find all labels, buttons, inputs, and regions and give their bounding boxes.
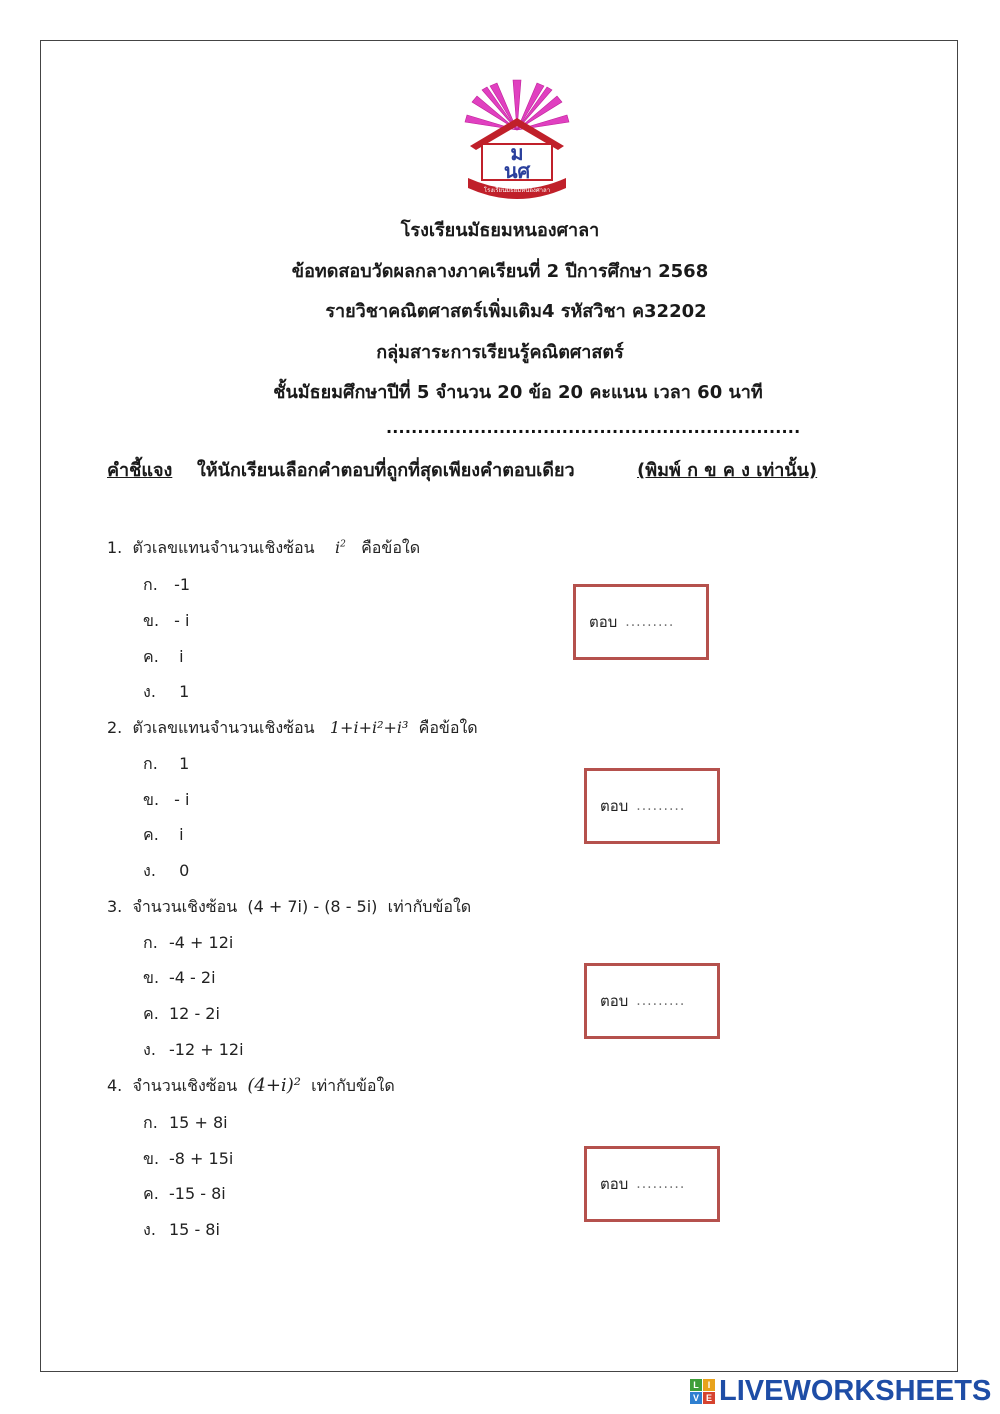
option-c: ค. i [143,825,184,844]
option-d: ง. 0 [143,861,190,880]
math-expression: (4 + 7i) - (8 - 5i) [247,897,378,916]
answer-box-2 [584,768,720,844]
question-1: 1. ตัวเลขแทนจำนวนเชิงซ้อน $i^2$ คือข้อใด [107,538,421,557]
instructions-text: ให้นักเรียนเลือกคำตอบที่ถูกที่สุดเพียงคำตอบเดียว [197,460,575,481]
option-a: ก. 15 + 8i [143,1113,228,1132]
dotted-separator: .................................................................. [386,418,801,437]
option-b: ข. - i [143,611,190,630]
answer-box-3 [584,963,720,1039]
answer-label: ตอบ [589,613,618,631]
brand-name: LIVEWORKSHEETS [719,1374,992,1407]
instructions-note: (พิมพ์ ก ข ค ง เท่านั้น) [637,460,818,481]
option-c: ค. 12 - 2i [143,1004,220,1023]
answer-box-4 [584,1146,720,1222]
option-b: ข. -4 - 2i [143,968,216,987]
school-name: โรงเรียนมัธยมหนองศาลา [400,220,600,241]
answer-input-1[interactable] [623,613,697,631]
option-d: ง. 1 [143,682,190,701]
subject-line: รายวิชาคณิตศาสตร์เพิ่มเติม4 รหัสวิชา ค32202 [325,301,707,322]
option-c: ค. i [143,647,184,666]
instructions-label: คำชี้แจง [107,460,173,481]
question-3: 3. จำนวนเชิงซ้อน (4 + 7i) - (8 - 5i) เท่ากับข้อใด [107,897,472,916]
answer-input-2[interactable] [634,797,708,815]
logo-ribbon-text: โรงเรียนมัธยมหนองศาลา [483,187,551,194]
option-b: ข. -8 + 15i [143,1149,234,1168]
answer-label: ตอบ [600,992,629,1010]
math-expression: 1+i+i²+i³ [329,718,409,737]
svg-text:ม: ม [510,141,524,165]
answer-input-3[interactable] [634,992,708,1010]
math-expression: $i^2$ [334,538,346,557]
option-d: ง. -12 + 12i [143,1040,244,1059]
question-4: 4. จำนวนเชิงซ้อน (4+i)² เท่ากับข้อใด [107,1075,395,1096]
option-a: ก. 1 [143,754,190,773]
question-2: 2. ตัวเลขแทนจำนวนเชิงซ้อน 1+i+i²+i³ คือข้อใด [107,718,478,737]
option-d: ง. 15 - 8i [143,1220,220,1239]
svg-text:นศ: นศ [503,159,531,183]
exam-title: ข้อทดสอบวัดผลกลางภาคเรียนที่ 2 ปีการศึกษา 2568 [291,261,709,282]
group-line: กลุ่มสาระการเรียนรู้คณิตศาสตร์ [376,342,624,363]
answer-label: ตอบ [600,1175,629,1193]
option-c: ค. -15 - 8i [143,1184,226,1203]
answer-box-1 [573,584,709,660]
school-logo [462,78,572,204]
option-a: ก. -4 + 12i [143,933,234,952]
answer-label: ตอบ [600,797,629,815]
liveworksheets-brand[interactable] [690,1374,990,1408]
live-badge-icon: L I V E [690,1379,715,1404]
answer-input-4[interactable] [634,1175,708,1193]
math-expression: (4+i)² [247,1075,301,1096]
grade-line: ชั้นมัธยมศึกษาปีที่ 5 จำนวน 20 ข้อ 20 คะแนน เวลา 60 นาที [273,382,763,403]
option-b: ข. - i [143,790,190,809]
option-a: ก. -1 [143,575,191,594]
